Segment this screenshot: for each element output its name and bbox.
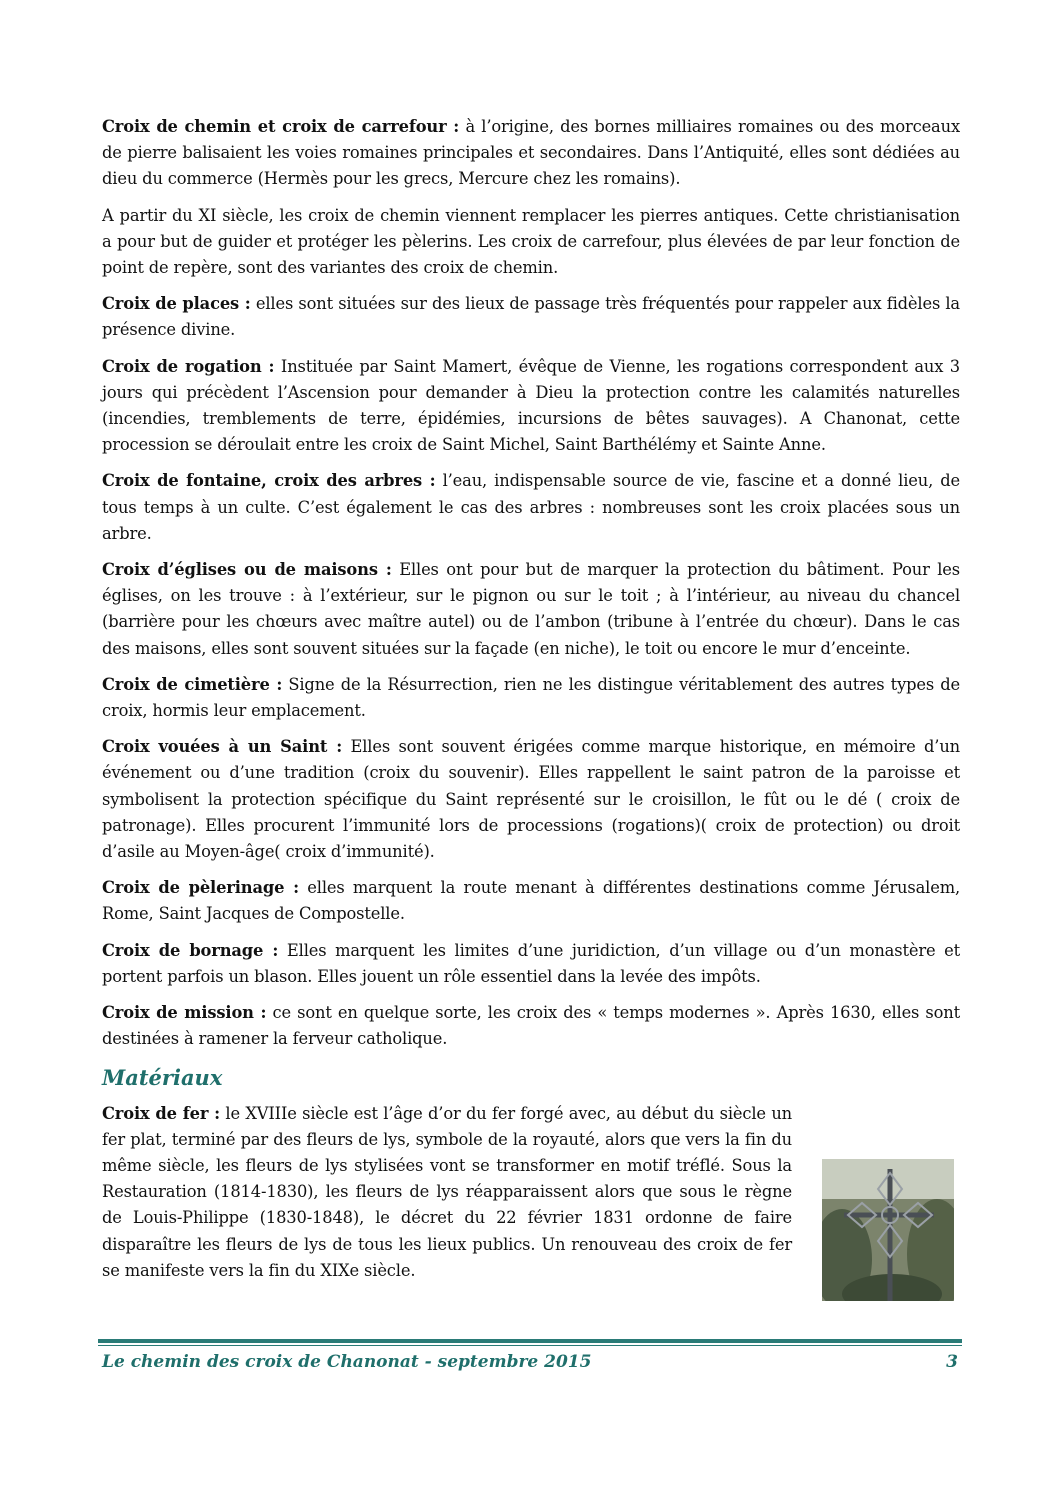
paragraph-text: ce sont en quelque sorte, les croix des « temps modernes ». Après 1630, elles sont destinées à ramener la ferveur catholique. — [102, 1003, 960, 1049]
term-label: Croix vouées à un Saint : — [102, 737, 343, 757]
paragraph-text: Elles sont souvent érigées comme marque historique, en mémoire d’un événement ou d’une tradition (croix du souvenir). Elles rappellent le saint patron de la paroisse et symbolisent la protection spécifique du Saint représenté sur le croisillon, le fût ou le dé ( croix de patronage). Elles procurent l’immunité lors de processions (rogations)( croix de protection) ou droit d’asile au Moyen-âge( croix d’immunité). — [102, 737, 960, 862]
page-number: 3 — [946, 1352, 958, 1372]
term-label: Croix de chemin et croix de carrefour : — [102, 117, 460, 136]
term-label: Croix de cimetière : — [102, 674, 283, 694]
paragraph-text: elles marquent la route menant à différentes destinations comme Jérusalem, Rome, Saint Jacques de Compostelle. — [102, 878, 961, 924]
term-label: Croix d’églises ou de maisons : — [102, 560, 392, 580]
term-label: Croix de fontaine, croix des arbres : — [102, 471, 436, 491]
paragraph-text: A partir du XI siècle, les croix de chemin viennent remplacer les pierres antiques. Cette christianisation a pour but de guider et protéger les pèlerins. Les croix de carrefour, plus élevées de par leur fonction de point de repère, sont des variantes des croix de chemin. — [102, 205, 960, 278]
cross-photo-icon — [822, 1159, 954, 1301]
wrought-iron-cross-photo — [822, 1159, 954, 1301]
section-heading-materiaux: Matériaux — [102, 1064, 223, 1090]
paragraph-croix-de-places — [102, 291, 960, 343]
paragraph-xi-siecle — [102, 203, 960, 282]
term-label: Croix de rogation : — [102, 356, 275, 376]
paragraph-text: Elles marquent les limites d’une juridiction, d’un village ou d’un monastère et portent parfois un blason. Elles jouent un rôle essentiel dans la levée des impôts. — [102, 940, 960, 986]
paragraph-text: Elles ont pour but de marquer la protection du bâtiment. Pour les églises, on les trouve : à l’extérieur, sur le pignon ou sur le toit ; à l’intérieur, au niveau du chancel (barrière pour les chœurs avec maître autel) ou de l’ambon (tribune à l’entrée du chœur). Dans le cas des maisons, elles sont souvent situées sur la façade (en niche), le toit ou encore le mur d’enceinte. — [102, 560, 960, 658]
term-label: Croix de places : — [102, 294, 251, 314]
paragraph-text: Instituée par Saint Mamert, évêque de Vienne, les rogations correspondent aux 3 jours qui précèdent l’Ascension pour demander à Dieu la protection contre les calamités naturelles (incendies, tremblements de terre, épidémies, incursions de bêtes sauvages). A Chanonat, cette procession se déroulait entre les croix de Saint Michel, Saint Barthélémy et Sainte Anne. — [102, 356, 960, 455]
paragraph-text: l’eau, indispensable source de vie, fascine et a donné lieu, de tous temps à un culte. C’est également le cas des arbres : nombreuses sont les croix placées sous un arbre. — [102, 471, 960, 543]
paragraph-croix-de-fontaine — [102, 468, 960, 547]
paragraph-text: le XVIIIe siècle est l’âge d’or du fer forgé avec, au début du siècle un fer plat, terminé par des fleurs de lys, symbole de la royauté, alors que vers la fin du même siècle, les fleurs de lys stylisées vont se transformer en motif tréflé. Sous la Restauration (1814-1830), les fleurs de lys réapparaissent alors que sous le règne de Louis-Philippe (1830-1848), le décret du 22 février 1831 ordonne de faire disparaître les fleurs de lys de tous les lieux publics. Un renouveau des croix de fer se manifeste vers la fin du XIXe siècle. — [102, 1103, 792, 1280]
paragraph-croix-de-rogation — [102, 354, 960, 459]
paragraph-croix-de-mission — [102, 1000, 960, 1052]
term-label: Croix de bornage : — [102, 940, 279, 960]
paragraph-croix-de-cimetiere — [102, 672, 960, 724]
main-content — [102, 114, 960, 1305]
footer-title: Le chemin des croix de Chanonat - septembre 2015 — [102, 1352, 592, 1372]
paragraph-text: elles sont situées sur des lieux de passage très fréquentés pour rappeler aux fidèles la présence divine. — [102, 294, 960, 340]
paragraph-croix-de-bornage — [102, 938, 960, 990]
paragraph-text: Signe de la Résurrection, rien ne les distingue véritablement des autres types de croix, hormis leur emplacement. — [102, 674, 961, 721]
term-label: Croix de mission : — [102, 1003, 267, 1023]
paragraph-croix-eglises — [102, 557, 960, 662]
paragraph-croix-vouees-saint — [102, 734, 960, 865]
term-label: Croix de pèlerinage : — [102, 878, 299, 898]
paragraph-croix-de-pelerinage — [102, 875, 960, 927]
paragraph-croix-de-chemin — [102, 114, 960, 193]
footer-rule — [98, 1339, 962, 1343]
paragraph-text: à l’origine, des bornes milliaires romaines ou des morceaux de pierre balisaient les voies romaines principales et secondaires. Dans l’Antiquité, elles sont dédiées au dieu du commerce (Hermès pour les grecs, Mercure chez les romains). — [102, 117, 960, 189]
footer-rule-thin — [98, 1345, 962, 1346]
term-label: Croix de fer : — [102, 1103, 220, 1123]
